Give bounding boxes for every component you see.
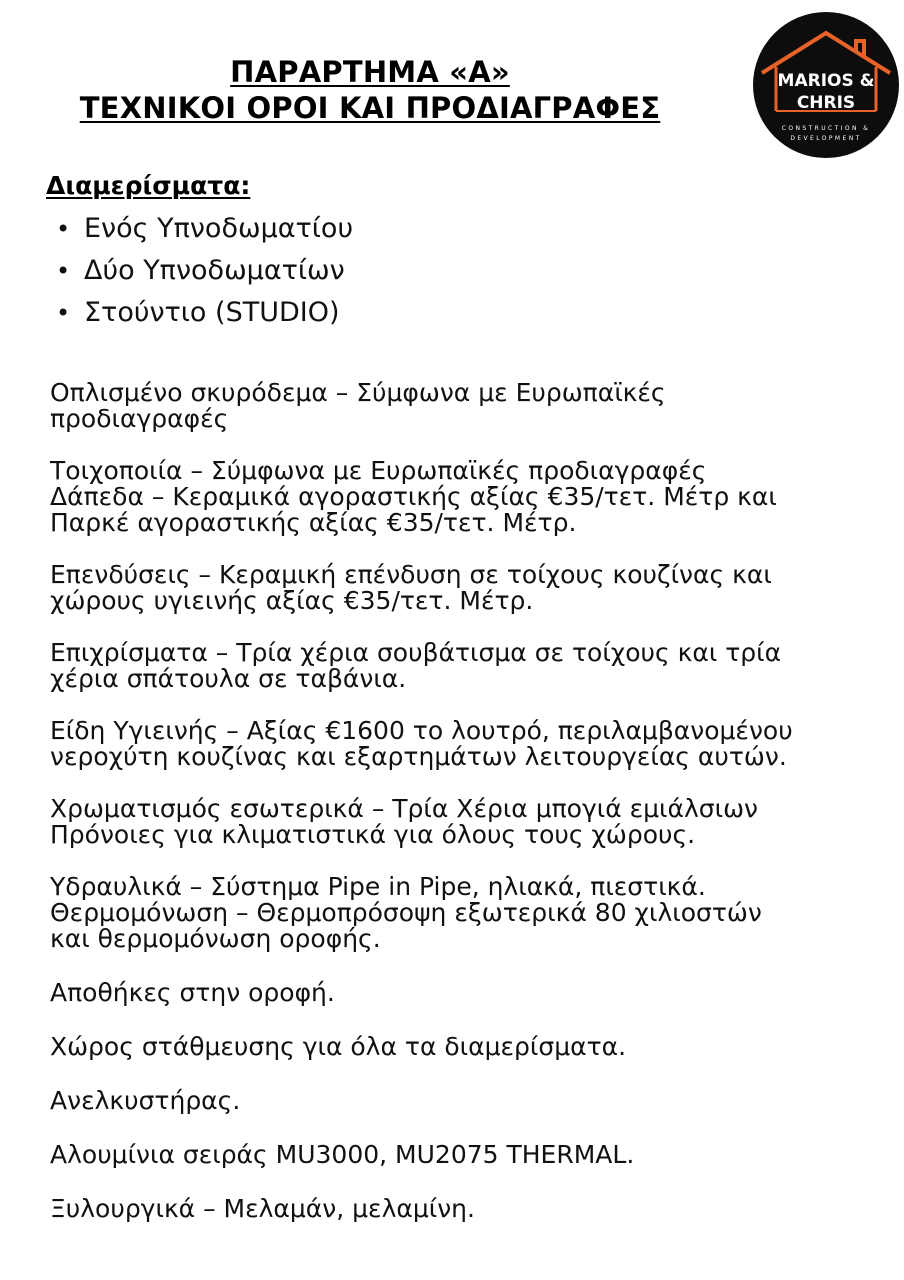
spec-painting-line-2: Πρόνοιες για κλιματιστικά για όλους τους χώρους. (50, 820, 696, 849)
spec-floors-line-1: Δάπεδα – Κεραμικά αγοραστικής αξίας €35/τετ. Μέτρ και (50, 482, 777, 511)
specifications (50, 380, 890, 1222)
title-line-1: ΠΑΡΑΡΤΗΜΑ «Α» (230, 55, 510, 89)
list-item: • Ενός Υπνοδωματίου (56, 208, 353, 250)
spec-cladding-line-1: Επενδύσεις – Κεραμική επένδυση σε τοίχους κουζίνας και (50, 560, 772, 589)
spec-floors-line-2: Παρκέ αγοραστικής αξίας €35/τετ. Μέτρ. (50, 508, 577, 537)
apartment-types-list (56, 208, 353, 334)
document-title (40, 54, 700, 126)
spec-elevator: Ανελκυστήρας. (50, 1086, 241, 1115)
spec-masonry: Τοιχοποιία – Σύμφωνα με Ευρωπαϊκές προδιαγραφές (50, 456, 707, 485)
bullet-icon: • (56, 257, 71, 285)
spec-plumbing: Υδραυλικά – Σύστημα Pipe in Pipe, ηλιακά, πιεστικά. (50, 872, 706, 901)
spec-painting-line-1: Χρωματισμός εσωτερικά – Τρία Χέρια μπογιά εμιάλσιων (50, 794, 758, 823)
spec-sanitary-line-1: Είδη Υγιεινής – Αξίας €1600 το λουτρό, περιλαμβανομένου (50, 716, 793, 745)
spec-concrete-line-2: προδιαγραφές (50, 404, 229, 433)
spec-plaster-line-1: Επιχρίσματα – Τρία χέρια σουβάτισμα σε τοίχους και τρία (50, 638, 782, 667)
list-item: • Δύο Υπνοδωματίων (56, 250, 353, 292)
spec-plaster-line-2: χέρια σπάτουλα σε ταβάνια. (50, 664, 407, 693)
spec-insulation-line-1: Θερμομόνωση – Θερμοπρόσοψη εξωτερικά 80 χιλιοστών (50, 898, 762, 927)
spec-cladding-line-2: χώρους υγιεινής αξίας €35/τετ. Μέτρ. (50, 586, 534, 615)
list-item: • Στούντιο (STUDIO) (56, 292, 353, 334)
logo-name-line-1: MARIOS & (777, 71, 875, 91)
logo-name-line-2: CHRIS (796, 93, 856, 113)
spec-insulation-line-2: και θερμομόνωση οροφής. (50, 924, 381, 953)
logo-tagline-line-1: CONSTRUCTION & (781, 125, 871, 132)
spec-carpentry: Ξυλουργικά – Μελαμάν, μελαμίνη. (50, 1194, 475, 1223)
spec-storage: Αποθήκες στην οροφή. (50, 978, 335, 1007)
spec-sanitary-line-2: νεροχύτη κουζίνας και εξαρτημάτων λειτουργείας αυτών. (50, 742, 787, 771)
apartments-heading: Διαμερίσματα: (46, 171, 251, 200)
company-logo (752, 11, 900, 159)
bullet-icon: • (56, 299, 71, 327)
spec-concrete-line-1: Οπλισμένο σκυρόδεμα – Σύμφωνα με Ευρωπαϊκές (50, 378, 666, 407)
bullet-icon: • (56, 215, 71, 243)
spec-parking: Χώρος στάθμευσης για όλα τα διαμερίσματα. (50, 1032, 627, 1061)
title-line-2: ΤΕΧΝΙΚΟΙ ΟΡΟΙ ΚΑΙ ΠΡΟΔΙΑΓΡΑΦΕΣ (79, 91, 661, 125)
spec-aluminium: Αλουμίνια σειράς MU3000, MU2075 THERMAL. (50, 1140, 635, 1169)
logo-tagline-line-2: DEVELOPMENT (790, 135, 862, 142)
